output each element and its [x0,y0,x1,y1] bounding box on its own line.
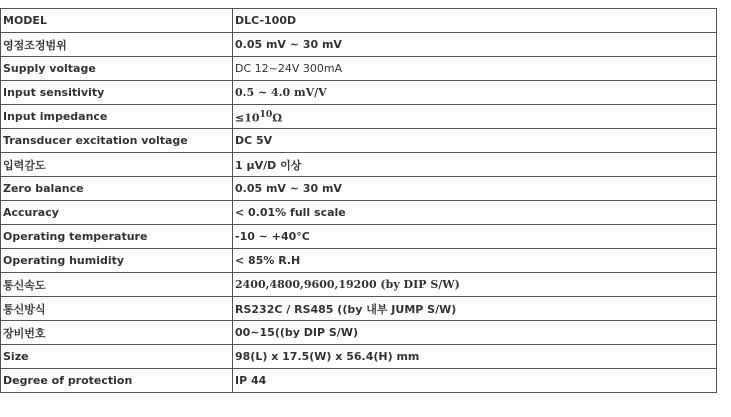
spec-value: DC 12~24V 300mA [233,57,717,81]
table-row [1,369,717,393]
spec-label: Accuracy [1,201,233,225]
spec-label: 통신방식 [1,297,233,321]
table-row [1,273,717,297]
spec-value: 0.05 mV ~ 30 mV [233,33,717,57]
table-row [1,249,717,273]
spec-label: Operating humidity [1,249,233,273]
spec-label: Input sensitivity [1,81,233,105]
spec-value: DLC-100D [233,9,717,33]
table-row [1,177,717,201]
spec-value: 2400,4800,9600,19200 (by DIP S/W) [233,273,717,297]
table-row [1,105,717,129]
spec-label: Transducer excitation voltage [1,129,233,153]
table-row [1,81,717,105]
spec-value: -10 ~ +40°C [233,225,717,249]
table-row [1,9,717,33]
impedance-exponent: 10 [259,108,273,120]
spec-label: Operating temperature [1,225,233,249]
table-row [1,321,717,345]
spec-label: 장비번호 [1,321,233,345]
impedance-unit: Ω [272,111,283,125]
spec-value: IP 44 [233,369,717,393]
spec-value: < 85% R.H [233,249,717,273]
spec-value: 0.5 ~ 4.0 mV/V [233,81,717,105]
table-row [1,345,717,369]
spec-label: Supply voltage [1,57,233,81]
spec-label: Zero balance [1,177,233,201]
spec-value: 0.05 mV ~ 30 mV [233,177,717,201]
spec-value [233,105,717,129]
table-row [1,129,717,153]
spec-label: Size [1,345,233,369]
impedance-prefix: ≤10 [235,111,260,125]
spec-value: DC 5V [233,129,717,153]
spec-value: < 0.01% full scale [233,201,717,225]
spec-value: 98(L) x 17.5(W) x 56.4(H) mm [233,345,717,369]
spec-label: 영점조정범위 [1,33,233,57]
spec-label: Input impedance [1,105,233,129]
spec-label: 통신속도 [1,273,233,297]
spec-value: 1 µV/D 이상 [233,153,717,177]
table-row [1,225,717,249]
table-row [1,153,717,177]
spec-label: 입력감도 [1,153,233,177]
spec-label: MODEL [1,9,233,33]
table-row [1,57,717,81]
spec-label: Degree of protection [1,369,233,393]
table-row [1,297,717,321]
table-row [1,201,717,225]
spec-value: 00~15((by DIP S/W) [233,321,717,345]
spec-value: RS232C / RS485 ((by 내부 JUMP S/W) [233,297,717,321]
spec-table [0,8,717,393]
table-row [1,33,717,57]
